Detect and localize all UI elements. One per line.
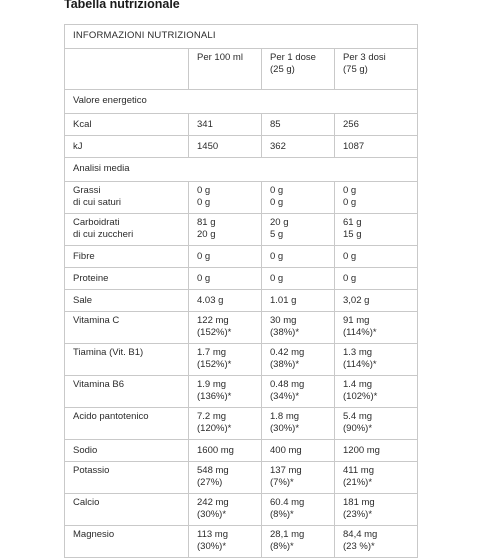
nutrient-value: 1.8 mg [270,411,300,422]
nutrient-value: 0 g [270,251,284,262]
section-label-text: Analisi media [73,163,130,174]
value-per-1-dose-cell [262,290,335,312]
nutrient-value: 81 g [197,217,216,228]
nutrient-label: Sale [73,295,93,306]
nutrient-value: 7.2 mg [197,411,227,422]
nutrient-value: 0.42 mg [270,347,305,358]
nutrient-value: 1.9 mg [197,379,227,390]
header-empty-cell [65,49,189,90]
value-per-3-dosi-cell [335,408,418,440]
nutrient-label-cell [65,214,189,246]
nutrient-value: 15 g [343,229,362,240]
nutrient-value: 1450 [197,141,219,152]
nutrient-label: Vitamina B6 [73,379,125,390]
nutrient-value: (152%)* [197,359,232,370]
nutrition-table-body [65,25,418,558]
header-line: Per 100 ml [197,52,243,63]
nutrient-value: 1.7 mg [197,347,227,358]
nutrient-label-cell [65,290,189,312]
table-row [65,214,418,246]
nutrient-value: 5.4 mg [343,411,373,422]
nutrient-label: Sodio [73,445,98,456]
value-per-3-dosi-cell [335,526,418,558]
nutrient-label: Grassi [73,185,101,196]
header-per-100ml [189,49,262,90]
nutrient-value: 0 g [343,251,357,262]
nutrient-value: 0 g [270,197,284,208]
nutrient-value: 362 [270,141,286,152]
table-row [65,376,418,408]
nutrient-label-cell [65,494,189,526]
table-row [65,114,418,136]
value-per-100ml-cell [189,526,262,558]
value-per-100ml-cell [189,114,262,136]
nutrient-value: 0 g [197,197,211,208]
table-row [65,344,418,376]
nutrient-label: Carboidrati [73,217,120,228]
nutrient-value: 0 g [270,185,284,196]
table-row [65,312,418,344]
nutrient-value: 0 g [343,185,357,196]
value-per-100ml-cell [189,494,262,526]
nutrient-value: (30%)* [197,509,227,520]
nutrient-value: 5 g [270,229,284,240]
nutrient-value: (27%) [197,477,223,488]
nutrient-value: 341 [197,119,213,130]
header-line: (25 g) [270,64,295,75]
nutrient-value: (38%)* [270,359,300,370]
nutrient-value: 91 mg [343,315,370,326]
value-per-100ml-cell [189,440,262,462]
nutrient-value: (120%)* [197,423,232,434]
nutrient-value: 1.3 mg [343,347,373,358]
value-per-100ml-cell [189,344,262,376]
value-per-3-dosi-cell [335,246,418,268]
nutrient-value: (7%)* [270,477,294,488]
value-per-3-dosi-cell [335,114,418,136]
value-per-1-dose-cell [262,376,335,408]
value-per-1-dose-cell [262,408,335,440]
nutrient-value: 4.03 g [197,295,224,306]
value-per-1-dose-cell [262,440,335,462]
table-row [65,246,418,268]
nutrient-value: 0 g [343,273,357,284]
nutrient-label-cell [65,114,189,136]
nutrient-value: 0.48 mg [270,379,305,390]
nutrient-value: (30%)* [197,541,227,552]
nutrient-value: 113 mg [197,529,228,540]
nutrient-value: (114%)* [343,359,377,370]
nutrient-value: 122 mg [197,315,229,326]
nutrient-value: (8%)* [270,541,294,552]
nutrient-value: (152%)* [197,327,232,338]
nutrient-label-cell [65,182,189,214]
table-row [65,408,418,440]
nutrient-label: di cui zuccheri [73,229,134,240]
nutrient-label-cell [65,526,189,558]
value-per-3-dosi-cell [335,290,418,312]
table-row [65,440,418,462]
value-per-3-dosi-cell [335,462,418,494]
nutrient-label-cell [65,376,189,408]
nutrient-label: Fibre [73,251,95,262]
value-per-100ml-cell [189,408,262,440]
value-per-1-dose-cell [262,182,335,214]
value-per-3-dosi-cell [335,376,418,408]
nutrient-label: Magnesio [73,529,115,540]
value-per-1-dose-cell [262,344,335,376]
section-label-text: Valore energetico [73,95,147,106]
nutrient-value: (30%)* [270,423,300,434]
header-line: Per 3 dosi [343,52,386,63]
nutrient-value: (102%)* [343,391,378,402]
value-per-3-dosi-cell [335,182,418,214]
nutrient-value: 85 [270,119,281,130]
nutrition-table [64,24,418,558]
nutrient-value: 400 mg [270,445,302,456]
value-per-100ml-cell [189,246,262,268]
value-per-1-dose-cell [262,114,335,136]
nutrient-value: 0 g [270,273,284,284]
nutrient-value: (114%)* [343,327,377,338]
nutrient-label-cell [65,344,189,376]
table-header-row [65,49,418,90]
section-label [65,158,418,182]
nutrient-value: (21%)* [343,477,373,488]
value-per-100ml-cell [189,312,262,344]
table-caption: INFORMAZIONI NUTRIZIONALI [65,25,418,49]
value-per-3-dosi-cell [335,214,418,246]
nutrient-label-cell [65,246,189,268]
nutrient-label: kJ [73,141,83,152]
value-per-100ml-cell [189,376,262,408]
nutrient-label-cell [65,440,189,462]
nutrient-value: (34%)* [270,391,300,402]
nutrient-value: 0 g [197,251,211,262]
nutrient-label: Calcio [73,497,100,508]
nutrient-value: 1200 mg [343,445,380,456]
table-row [65,268,418,290]
value-per-100ml-cell [189,290,262,312]
header-per-3-dosi [335,49,418,90]
table-row [65,462,418,494]
nutrient-value: (23 %)* [343,541,375,552]
table-row [65,494,418,526]
value-per-3-dosi-cell [335,312,418,344]
nutrient-value: 3,02 g [343,295,370,306]
nutrient-value: 548 mg [197,465,229,476]
nutrient-value: 20 g [270,217,289,228]
nutrient-value: 1600 mg [197,445,234,456]
nutrient-value: (136%)* [197,391,232,402]
value-per-1-dose-cell [262,462,335,494]
value-per-1-dose-cell [262,246,335,268]
nutrient-label-cell [65,408,189,440]
value-per-1-dose-cell [262,268,335,290]
value-per-3-dosi-cell [335,136,418,158]
nutrient-label: di cui saturi [73,197,122,208]
nutrient-value: 0 g [197,185,211,196]
value-per-3-dosi-cell [335,440,418,462]
table-row [65,136,418,158]
nutrient-label: Potassio [73,465,110,476]
value-per-1-dose-cell [262,214,335,246]
nutrient-value: 1087 [343,141,365,152]
section-row [65,90,418,114]
nutrient-value: 137 mg [270,465,302,476]
header-line: Per 1 dose [270,52,316,63]
nutrient-value: 1.4 mg [343,379,373,390]
nutrient-value: (8%)* [270,509,294,520]
nutrient-value: 0 g [343,197,357,208]
nutrient-label-cell [65,136,189,158]
nutrient-value: 28,1 mg [270,529,305,540]
nutrient-value: 256 [343,119,359,130]
table-row [65,526,418,558]
section-row [65,158,418,182]
value-per-100ml-cell [189,268,262,290]
header-per-1-dose [262,49,335,90]
value-per-100ml-cell [189,214,262,246]
nutrient-value: (23%)* [343,509,373,520]
nutrient-value: 242 mg [197,497,229,508]
nutrient-value: 1.01 g [270,295,297,306]
nutrient-label-cell [65,462,189,494]
nutrient-value: (90%)* [343,423,373,434]
nutrient-value: 20 g [197,229,216,240]
value-per-3-dosi-cell [335,344,418,376]
table-caption-row [65,25,418,49]
value-per-100ml-cell [189,462,262,494]
table-row [65,182,418,214]
nutrient-value: 61 g [343,217,362,228]
value-per-1-dose-cell [262,136,335,158]
page-title: Tabella nutrizionale [64,0,180,11]
nutrient-label: Acido pantotenico [73,411,149,422]
nutrient-label-cell [65,268,189,290]
nutrient-value: 30 mg [270,315,297,326]
nutrient-value: (38%)* [270,327,300,338]
nutrient-value: 0 g [197,273,211,284]
nutrient-value: 60.4 mg [270,497,305,508]
value-per-1-dose-cell [262,312,335,344]
nutrient-label: Vitamina C [73,315,120,326]
value-per-1-dose-cell [262,526,335,558]
nutrient-value: 181 mg [343,497,375,508]
section-label [65,90,418,114]
table-row [65,290,418,312]
nutrient-label-cell [65,312,189,344]
nutrient-label: Proteine [73,273,109,284]
value-per-100ml-cell [189,136,262,158]
value-per-3-dosi-cell [335,268,418,290]
nutrient-label: Kcal [73,119,92,130]
value-per-100ml-cell [189,182,262,214]
nutrient-value: 84,4 mg [343,529,378,540]
nutrient-label: Tiamina (Vit. B1) [73,347,144,358]
nutrient-value: 411 mg [343,465,374,476]
header-line: (75 g) [343,64,368,75]
value-per-3-dosi-cell [335,494,418,526]
value-per-1-dose-cell [262,494,335,526]
